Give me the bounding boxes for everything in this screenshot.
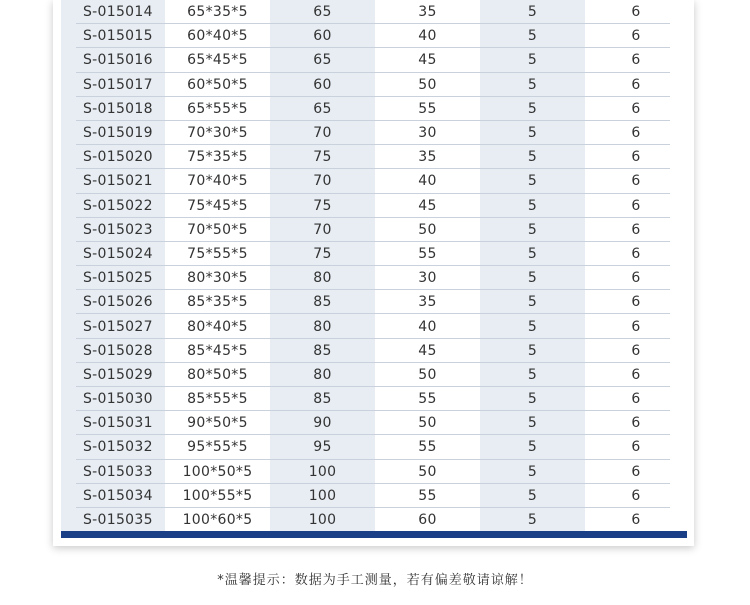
table-cell: 75 [270, 145, 375, 169]
table-cell: 85 [270, 339, 375, 363]
table-cell: 65 [270, 0, 375, 24]
table-cell: S-015034 [61, 484, 165, 508]
table-cell: 5 [480, 290, 585, 314]
table-cell: 6 [585, 339, 687, 363]
table-cell: S-015020 [61, 145, 165, 169]
table-cell: 85 [270, 387, 375, 411]
table-cell: 85 [270, 290, 375, 314]
table-cell: 80 [270, 363, 375, 387]
table-cell: 6 [585, 121, 687, 145]
table-cell: 5 [480, 169, 585, 193]
table-cell: 85*45*5 [165, 339, 270, 363]
table-row [61, 460, 687, 484]
table-cell: 55 [375, 97, 480, 121]
table-cell: 5 [480, 339, 585, 363]
table-cell: 65 [270, 48, 375, 72]
table-cell: 5 [480, 484, 585, 508]
table-cell: S-015023 [61, 218, 165, 242]
table-cell: 5 [480, 145, 585, 169]
table-cell: 5 [480, 266, 585, 290]
table-cell: 5 [480, 435, 585, 459]
table-row [61, 387, 687, 411]
table-cell: 5 [480, 24, 585, 48]
table-row [61, 169, 687, 193]
table-cell: 6 [585, 363, 687, 387]
table-cell: 70*40*5 [165, 169, 270, 193]
table-cell: S-015014 [61, 0, 165, 24]
table-cell: 80 [270, 266, 375, 290]
table-cell: 6 [585, 266, 687, 290]
table-row [61, 508, 687, 532]
table-cell: 6 [585, 48, 687, 72]
table-cell: 6 [585, 0, 687, 24]
table-cell: 80*30*5 [165, 266, 270, 290]
table-cell: S-015027 [61, 314, 165, 338]
table-cell: 100 [270, 508, 375, 532]
table-cell: 30 [375, 266, 480, 290]
table-cell: S-015021 [61, 169, 165, 193]
table-cell: 40 [375, 314, 480, 338]
table-cell: 70 [270, 218, 375, 242]
table-cell: 50 [375, 363, 480, 387]
table-cell: 60*50*5 [165, 73, 270, 97]
table-cell: 100 [270, 484, 375, 508]
table-cell: 45 [375, 194, 480, 218]
table-cell: 6 [585, 73, 687, 97]
table-cell: 6 [585, 484, 687, 508]
table-row [61, 218, 687, 242]
table-cell: S-015026 [61, 290, 165, 314]
table-cell: 6 [585, 194, 687, 218]
table-row [61, 290, 687, 314]
table-cell: S-015029 [61, 363, 165, 387]
table-cell: 60*40*5 [165, 24, 270, 48]
table-cell: S-015028 [61, 339, 165, 363]
table-cell: 60 [270, 24, 375, 48]
table-cell: 75*45*5 [165, 194, 270, 218]
table-row [61, 266, 687, 290]
table-cell: 75*55*5 [165, 242, 270, 266]
table-cell: 5 [480, 508, 585, 532]
table-cell: 6 [585, 169, 687, 193]
table-cell: 5 [480, 0, 585, 24]
table-cell: 80*40*5 [165, 314, 270, 338]
table-cell: 85*55*5 [165, 387, 270, 411]
table-cell: S-015017 [61, 73, 165, 97]
table-cell: 65 [270, 97, 375, 121]
table-cell: 5 [480, 387, 585, 411]
table-cell: 5 [480, 218, 585, 242]
table-cell: 40 [375, 24, 480, 48]
table-cell: 5 [480, 314, 585, 338]
table-cell: 90 [270, 411, 375, 435]
table-cell: 65*55*5 [165, 97, 270, 121]
table-row [61, 194, 687, 218]
table-cell: 5 [480, 194, 585, 218]
table-cell: 35 [375, 145, 480, 169]
table-cell: 50 [375, 73, 480, 97]
table-cell: S-015033 [61, 460, 165, 484]
table-cell: 5 [480, 242, 585, 266]
table-cell: 100*60*5 [165, 508, 270, 532]
table-row [61, 411, 687, 435]
table-cell: 75*35*5 [165, 145, 270, 169]
table-cell: 6 [585, 145, 687, 169]
table-cell: 90*50*5 [165, 411, 270, 435]
table-cell: 50 [375, 460, 480, 484]
table-cell: 6 [585, 290, 687, 314]
table-cell: S-015015 [61, 24, 165, 48]
table-cell: 6 [585, 411, 687, 435]
table-cell: S-015025 [61, 266, 165, 290]
table-row [61, 0, 687, 24]
table-cell: 55 [375, 484, 480, 508]
footnote: *温馨提示：数据为手工测量，若有偏差敬请谅解！ [217, 573, 533, 588]
table-cell: 5 [480, 121, 585, 145]
table-row [61, 435, 687, 459]
table-cell: 6 [585, 24, 687, 48]
table-cell: 6 [585, 218, 687, 242]
table-cell: 5 [480, 460, 585, 484]
table-cell: 65*45*5 [165, 48, 270, 72]
table-cell: 5 [480, 97, 585, 121]
table-row [61, 339, 687, 363]
table-cell: 6 [585, 387, 687, 411]
table-cell: 6 [585, 97, 687, 121]
table-cell: 6 [585, 435, 687, 459]
table-cell: 55 [375, 387, 480, 411]
table-row [61, 48, 687, 72]
table-cell: 60 [270, 73, 375, 97]
table-row [61, 97, 687, 121]
spec-table [61, 0, 687, 532]
table-cell: 70 [270, 169, 375, 193]
table-cell: 100*55*5 [165, 484, 270, 508]
table-row [61, 363, 687, 387]
table-cell: 5 [480, 363, 585, 387]
table-cell: 70*50*5 [165, 218, 270, 242]
table-cell: 6 [585, 508, 687, 532]
table-cell: 50 [375, 411, 480, 435]
table-cell: 6 [585, 314, 687, 338]
table-cell: S-015030 [61, 387, 165, 411]
table-cell: S-015035 [61, 508, 165, 532]
table-cell: 100*50*5 [165, 460, 270, 484]
table-cell: 80*50*5 [165, 363, 270, 387]
table-row [61, 242, 687, 266]
table-row [61, 314, 687, 338]
table-cell: 85*35*5 [165, 290, 270, 314]
table-cell: 70*30*5 [165, 121, 270, 145]
table-cell: S-015019 [61, 121, 165, 145]
table-cell: 95*55*5 [165, 435, 270, 459]
table-cell: 45 [375, 48, 480, 72]
table-cell: 45 [375, 339, 480, 363]
table-cell: S-015016 [61, 48, 165, 72]
table-row [61, 121, 687, 145]
table-cell: 40 [375, 169, 480, 193]
table-cell: 95 [270, 435, 375, 459]
table-cell: 100 [270, 460, 375, 484]
table-cell: 6 [585, 242, 687, 266]
table-cell: 30 [375, 121, 480, 145]
table-cell: 75 [270, 194, 375, 218]
table-cell: 55 [375, 435, 480, 459]
table-bottom-bar [61, 531, 687, 538]
table-row [61, 24, 687, 48]
table-cell: S-015018 [61, 97, 165, 121]
table-cell: 75 [270, 242, 375, 266]
table-cell: 60 [375, 508, 480, 532]
table-row [61, 73, 687, 97]
table-cell: 55 [375, 242, 480, 266]
table-cell: S-015022 [61, 194, 165, 218]
table-cell: 5 [480, 73, 585, 97]
table-cell: S-015032 [61, 435, 165, 459]
table-cell: 80 [270, 314, 375, 338]
table-cell: 5 [480, 48, 585, 72]
table-row [61, 145, 687, 169]
table-cell: 5 [480, 411, 585, 435]
table-cell: S-015024 [61, 242, 165, 266]
table-cell: S-015031 [61, 411, 165, 435]
table-cell: 6 [585, 460, 687, 484]
table-row [61, 484, 687, 508]
table-cell: 35 [375, 0, 480, 24]
table-cell: 70 [270, 121, 375, 145]
table-cell: 65*35*5 [165, 0, 270, 24]
table-cell: 50 [375, 218, 480, 242]
table-cell: 35 [375, 290, 480, 314]
